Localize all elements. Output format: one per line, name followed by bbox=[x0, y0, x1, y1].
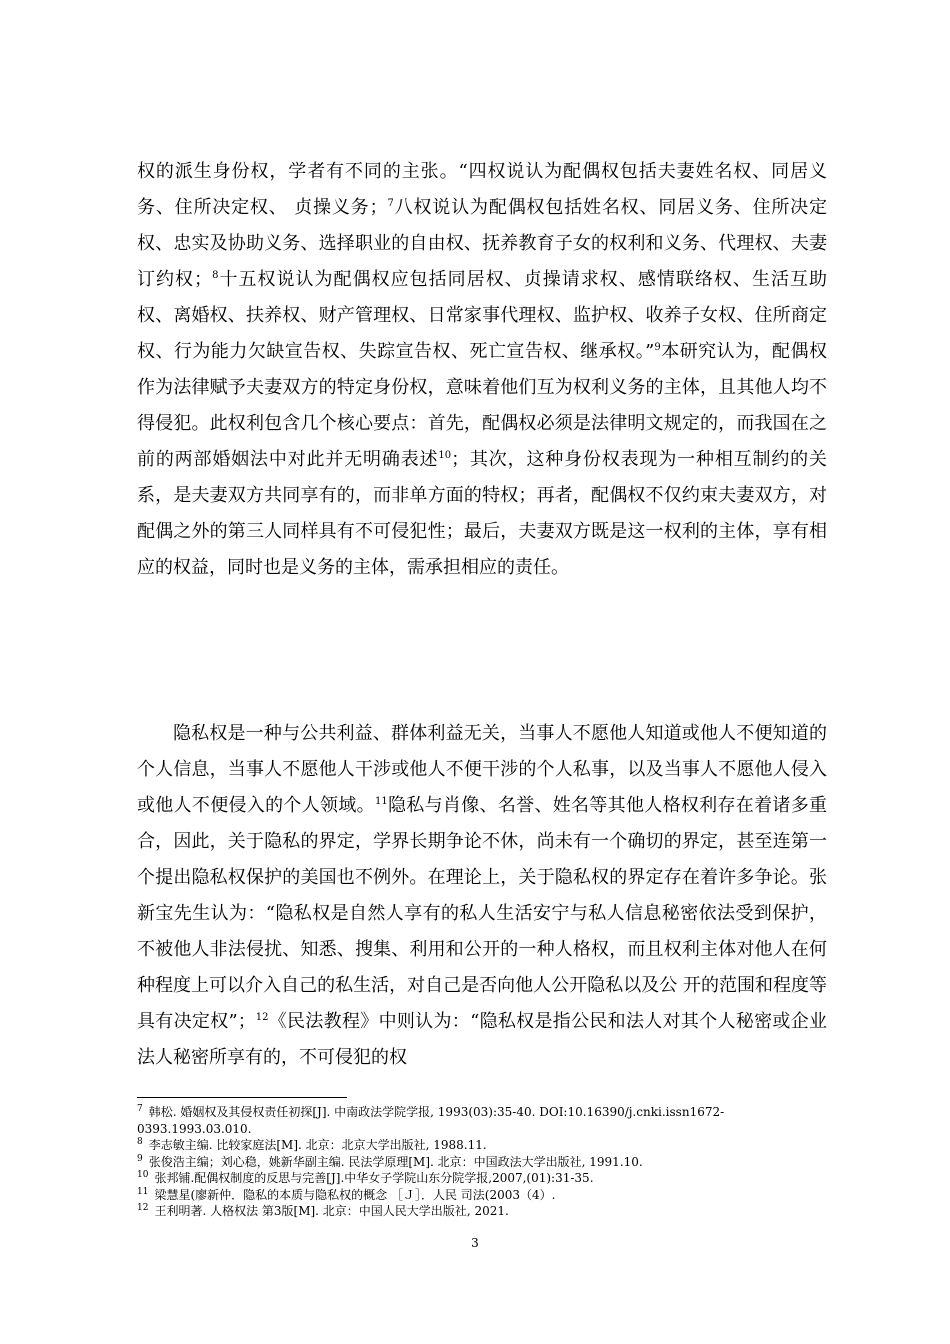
page-number: 3 bbox=[471, 1236, 479, 1250]
footnote-text: 李志敏主编. 比较家庭法[M]. 北京：北京大学出版社, 1988.11. bbox=[148, 1138, 487, 1152]
footnotes bbox=[137, 1104, 827, 1220]
footnote-number: 10 bbox=[137, 1170, 149, 1180]
para2-text-2: 隐私与肖像、名誉、姓名等其他人格权利存在着诸多重合，因此，关于隐私的界定，学界长期争论不休，尚未有一个确切的界定，甚至连第一个提出隐私权保护的美国也不例外。在理论上，关于隐私权的界定存在着许多争论。张新宝先生认为：“隐私权是自然人享有的私人生活安宁与私人信息秘密依法受到保护，不被他人非法侵扰、知悉、搜集、利用和公开的一种人格权，而且权利主体对他人在何种程度上可以介入自己的私生活，对自己是否向他人公开隐私以及公 开的范围和程度等具有决定权”； bbox=[137, 795, 828, 1032]
para1-text-5: ；其次，这种身份权表现为一种相互制约的关系，是夫妻双方共同享有的，而非单方面的特权；再者，配偶权不仅约束夫妻双方，对配偶之外的第三人同样具有不可侵犯性；最后，夫妻双方既是这一权利的主体，享有相应的权益，同时也是义务的主体，需承担相应的责任。 bbox=[137, 449, 828, 578]
footnote-number: 11 bbox=[137, 1186, 149, 1197]
footnote-ref-12[interactable]: 12 bbox=[255, 1012, 269, 1023]
footnote-12 bbox=[137, 1203, 827, 1220]
para1-text-1: 权的派生身份权，学者有不同的主张。“四权说认为配偶权包括夫妻姓名权、同居义务、住所决定权、 贞操义务； bbox=[137, 161, 827, 218]
footnote-7 bbox=[137, 1104, 827, 1137]
footnote-ref-8[interactable]: 8 bbox=[212, 270, 219, 281]
footnote-text: 张俊浩主编；刘心稳，姚新华副主编. 民法学原理[M]. 北京：中国政法大学出版社, 1991.10. bbox=[148, 1154, 643, 1169]
footnote-divider bbox=[137, 1097, 347, 1098]
footnote-text: 韩松. 婚姻权及其侵权责任初探[J]. 中南政法学院学报, 1993(03):35-40. DOI:10.16390/j.cnki.issn1672-0393.1993.03.010. bbox=[137, 1105, 725, 1136]
section-heading bbox=[137, 664, 155, 700]
footnote-9 bbox=[137, 1154, 827, 1171]
footnote-number: 12 bbox=[137, 1203, 149, 1213]
footnote-8 bbox=[137, 1137, 827, 1154]
footnote-text: 梁慧星(廖新仲．隐私的本质与隐私权的概念 ［Ｊ］．人民 司法(2003（4）. bbox=[154, 1187, 556, 1202]
body-paragraph-2 bbox=[137, 716, 827, 1076]
footnote-ref-11[interactable]: 11 bbox=[374, 796, 388, 807]
footnote-text: 张邦铺.配偶权制度的反思与完善[J].中华女子学院山东分院学报,2007,(01):31-35. bbox=[154, 1171, 594, 1185]
para1-text-4: 本研究认为，配偶权作为法律赋予夫妻双方的特定身份权，意味着他们互为权利义务的主体，且其他人均不得侵犯。此权利包含几个核心要点：首先，配偶权必须是法律明文规定的，而我国在之前的两部婚姻法中对此并无明确表述 bbox=[137, 341, 828, 470]
footnote-text: 王利明著. 人格权法 第3版[M]. 北京：中国人民大学出版社, 2021. bbox=[154, 1204, 509, 1218]
para1-text-3: 十五权说认为配偶权应包括同居权、贞操请求权、感情联络权、生活互助权、离婚权、扶养权、财产管理权、日常家事代理权、监护权、收养子女权、住所商定权、行为能力欠缺宣告权、失踪宣告权、死亡宣告权、继承权。” bbox=[137, 269, 828, 362]
footnote-number: 8 bbox=[137, 1137, 143, 1147]
footnote-ref-9[interactable]: 9 bbox=[654, 342, 661, 353]
footnote-number: 9 bbox=[137, 1153, 143, 1164]
footnote-11 bbox=[137, 1187, 827, 1204]
footnote-ref-7[interactable]: 7 bbox=[387, 198, 394, 209]
footnote-10 bbox=[137, 1170, 827, 1187]
para2-text-3: 《民法教程》中则认为：“隐私权是指公民和法人对其个人秘密或企业法人秘密所享有的，不可侵犯的权 bbox=[137, 1011, 828, 1068]
footnote-number: 7 bbox=[137, 1104, 143, 1114]
para2-text-1: 隐私权是一种与公共利益、群体利益无关，当事人不愿他人知道或他人不便知道的个人信息，当事人不愿他人干涉或他人不便干涉的个人私事，以及当事人不愿他人侵入或他人不便侵入的个人领域。 bbox=[137, 723, 827, 816]
footnote-ref-10[interactable]: 10 bbox=[438, 450, 452, 461]
para1-text-2: 八权说认为配偶权包括姓名权、同居义务、住所决定权、忠实及协助义务、选择职业的自由权、抚养教育子女的权利和义务、代理权、夫妻订约权； bbox=[137, 197, 827, 290]
body-paragraph-1 bbox=[137, 154, 827, 586]
